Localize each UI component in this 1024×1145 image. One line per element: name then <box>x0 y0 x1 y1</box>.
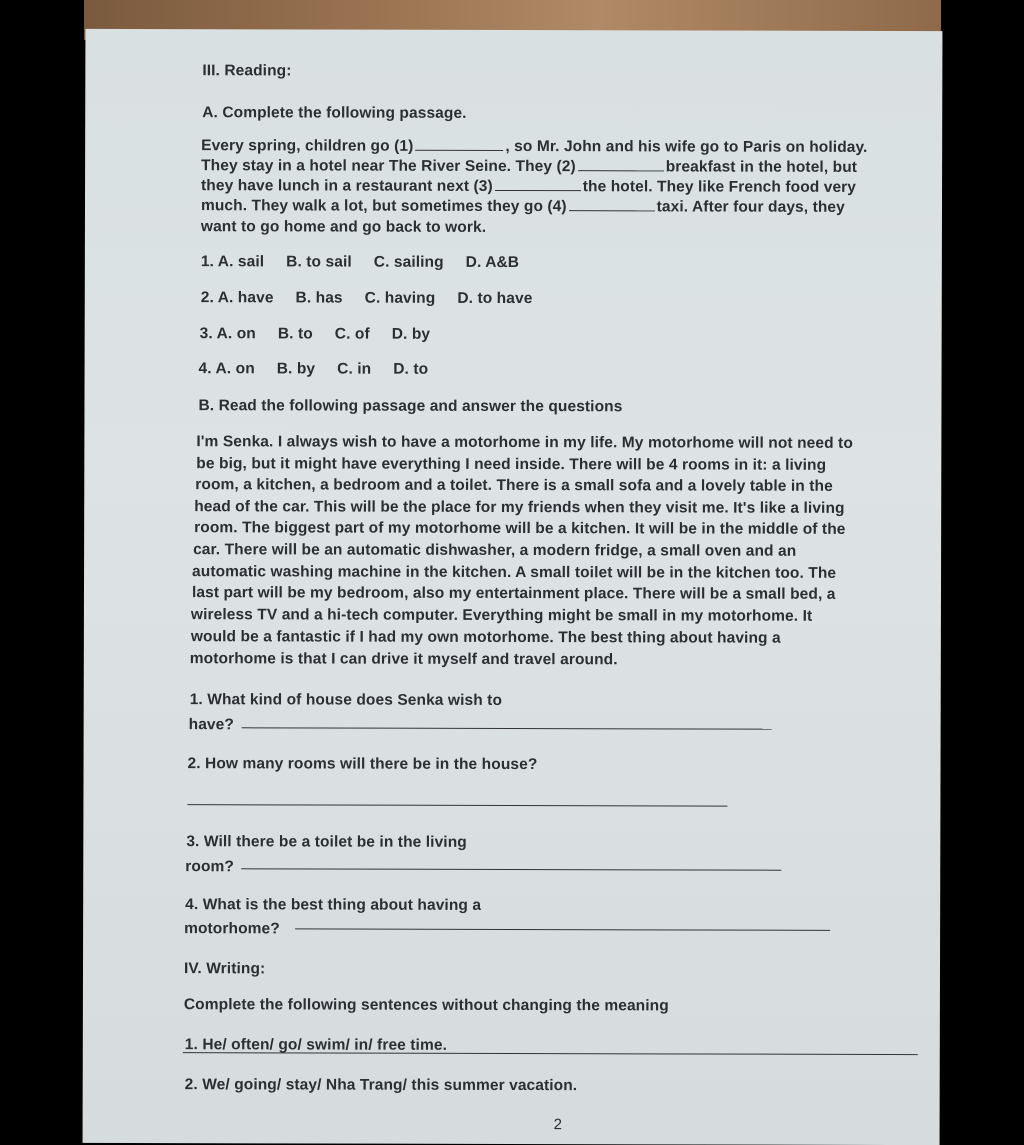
passage-b-line: room, a kitchen, a bedroom and a toilet. There is a small sofa and a lovely table in the <box>195 476 833 495</box>
passage-a-line-3: they have lunch in a restaurant next (3) the hotel. They like French food very <box>201 177 857 196</box>
option[interactable]: B. has <box>295 289 343 307</box>
passage-b-line: I'm Senka. I always wish to have a motorhome in my life. My motorhome will not need to <box>196 433 853 452</box>
writing-item-2: 2. We/ going/ stay/ Nha Trang/ this summer vacation. <box>184 1076 578 1095</box>
question-b4-line-1: 4. What is the best thing about having a <box>185 896 482 914</box>
option[interactable]: B. by <box>276 360 316 378</box>
passage-b-line: head of the car. This will be the place for my friends when they visit me. It's like a living <box>194 498 845 517</box>
passage-b-line: be big, but it might have everything I need inside. There will be 4 rooms in it: a living <box>196 455 827 474</box>
passage-b-line: would be a fantastic if I had my own motorhome. The best thing about having a <box>190 628 781 647</box>
question-4-options <box>199 360 451 379</box>
option[interactable]: 4. A. on <box>198 360 255 378</box>
passage-b-line: last part will be my bedroom, also my entertainment place. There will be a small bed, a <box>191 584 836 603</box>
option[interactable]: 2. A. have <box>200 289 274 307</box>
passage-a-line-1: Every spring, children go (1) , so Mr. John and his wife go to Paris on holiday. <box>201 137 868 156</box>
blank-4[interactable] <box>569 198 655 211</box>
question-b3-line-1: 3. Will there be a toilet be in the living <box>186 833 467 851</box>
option[interactable]: C. sailing <box>373 253 444 271</box>
option[interactable]: D. to <box>393 360 429 378</box>
section-3-title: III. Reading: <box>202 62 292 80</box>
question-2-options <box>201 289 555 308</box>
question-1-options <box>201 253 541 272</box>
option[interactable]: C. of <box>334 325 370 343</box>
passage-b-line: automatic washing machine in the kitchen. A small toilet will be in the kitchen too. The <box>192 563 837 582</box>
page-number: 2 <box>553 1116 562 1134</box>
passage-b-line: room. The biggest part of my motorhome will be a kitchen. It will be in the middle of the <box>194 519 846 538</box>
option[interactable]: D. by <box>391 325 431 343</box>
question-b1-line-2: have? <box>188 716 234 734</box>
worksheet-page <box>83 29 943 1145</box>
blank-1[interactable] <box>415 138 503 151</box>
passage-b-line: wireless TV and a hi-tech computer. Everything might be small in my motorhome. It <box>190 606 813 625</box>
option[interactable]: C. having <box>364 289 436 307</box>
answer-line-3[interactable] <box>241 868 781 870</box>
section-4-title: IV. Writing: <box>183 960 266 978</box>
writing-instruction: Complete the following sentences without changing the meaning <box>183 996 669 1015</box>
answer-line-1[interactable] <box>242 727 772 729</box>
question-b2-line-1: 2. How many rooms will there be in the house? <box>187 755 538 774</box>
blank-2[interactable] <box>578 158 664 171</box>
blank-3[interactable] <box>495 178 581 191</box>
passage-a-line-2: They stay in a hotel near The River Seine. They (2) breakfast in the hotel, but <box>201 157 858 176</box>
option[interactable]: 3. A. on <box>199 325 256 343</box>
passage-a-line-5: want to go home and go back to work. <box>200 218 487 236</box>
option[interactable]: 1. A. sail <box>200 253 265 271</box>
option[interactable]: D. A&B <box>465 253 520 272</box>
part-a-instruction: A. Complete the following passage. <box>202 104 467 122</box>
answer-line-2[interactable] <box>187 804 727 806</box>
question-b4-line-2: motorhome? <box>184 920 280 938</box>
answer-line-4[interactable] <box>295 928 830 930</box>
part-b-instruction: B. Read the following passage and answer the questions <box>198 397 623 416</box>
question-b3-line-2: room? <box>185 858 235 876</box>
passage-a-line-4: much. They walk a lot, but sometimes they go (4) taxi. After four days, they <box>200 197 845 216</box>
question-3-options <box>200 325 453 344</box>
option[interactable]: D. to have <box>457 289 533 308</box>
passage-b-line: motorhome is that I can drive it myself and travel around. <box>189 650 618 669</box>
option[interactable]: B. to <box>277 325 313 343</box>
writing-item-1: 1. He/ often/ go/ swim/ in/ free time. <box>184 1036 448 1054</box>
passage-b-line: car. There will be an automatic dishwasher, a modern fridge, a small oven and an <box>193 541 797 560</box>
option[interactable]: C. in <box>337 360 372 378</box>
option[interactable]: B. to sail <box>286 253 352 271</box>
question-b1-line-1: 1. What kind of house does Senka wish to <box>189 691 503 709</box>
